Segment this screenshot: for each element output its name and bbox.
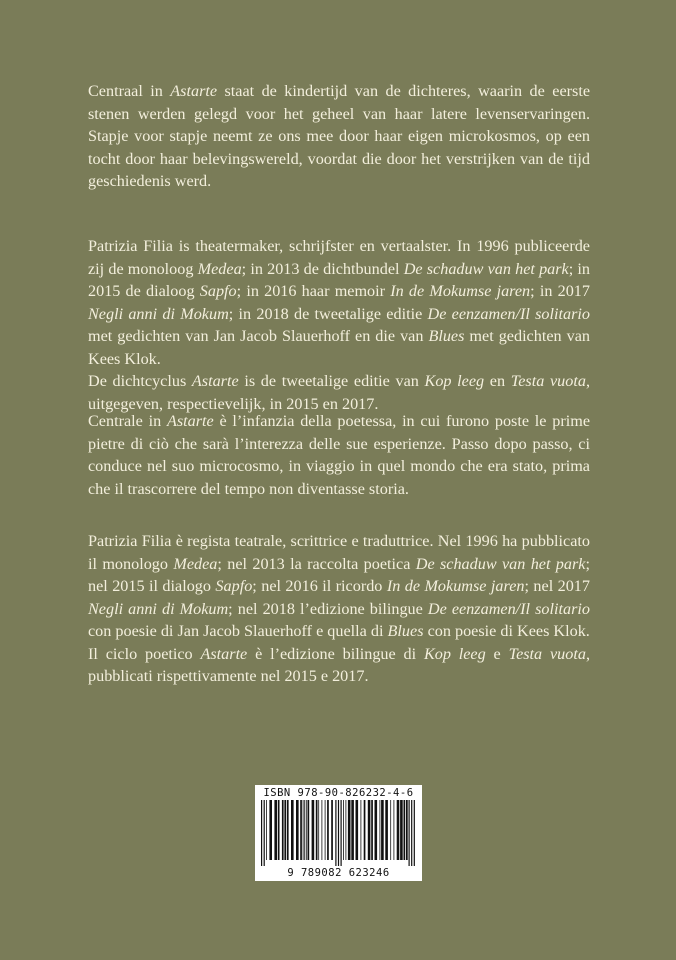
barcode-bar — [400, 800, 403, 860]
it-cycle-title: Kop leeg — [423, 644, 486, 663]
nl-bio-text: ; in 2017 — [530, 282, 590, 300]
barcode-bar — [308, 800, 310, 860]
barcode-bar — [264, 800, 265, 866]
barcode-bar — [364, 800, 366, 860]
barcode-bar — [296, 800, 299, 860]
nl-bio-text: Patrizia Filia is theatermaker, schrijfster en vertaalster. In 1996 publiceerde zij de monoloog — [88, 237, 590, 278]
barcode-bar — [341, 800, 342, 866]
barcode-bar — [316, 800, 318, 860]
barcode-bar — [325, 800, 326, 860]
it-cycle-text: e — [485, 644, 509, 663]
barcode-bar — [282, 800, 284, 860]
isbn-barcode — [255, 785, 422, 881]
it-bio-title: Blues — [387, 622, 424, 640]
barcode-bar — [381, 800, 384, 860]
barcode-bar — [284, 800, 286, 860]
barcode-bar — [291, 800, 294, 860]
nl-cycle-text: en — [484, 372, 511, 390]
barcode-bar — [409, 800, 410, 866]
barcode-bar — [343, 800, 344, 860]
nl-cycle-title: Kop leeg — [424, 372, 485, 390]
barcode-bar — [390, 800, 391, 860]
barcode-bar — [261, 800, 262, 866]
it-cycle-text: , pubblicati rispettivamente nel 2015 e 2017. — [88, 644, 590, 685]
barcode-bar — [397, 800, 400, 860]
italian-bio-paragraph — [88, 530, 590, 643]
barcode-bar — [368, 800, 371, 860]
nl-bio-title: De eenzamen/Il solitario — [427, 304, 590, 323]
nl-bio-title: In de Mokumse jaren — [390, 282, 531, 300]
it-bio-text: con poesie di Jan Jacob Slauerhoff e quella di — [88, 622, 388, 640]
dutch-cycle-paragraph — [88, 370, 590, 415]
it-intro-text-2: è l’infanzia della poetessa, in cui furono poste le prime pietre di ciò che sarà l’interezza delle sue esperienze. Passo dopo passo, ci conduce nel suo microcosmo, in viaggio in quel mondo che era stato, prima che il trascorrere del tempo non diventasse storia. — [88, 412, 590, 498]
nl-cycle-title: Astarte — [191, 372, 239, 390]
it-bio-title: Medea — [173, 554, 218, 573]
barcode-bar — [327, 800, 329, 860]
barcode-digits: 9 789082 623246 — [287, 867, 390, 879]
italian-cycle-paragraph — [88, 643, 590, 688]
it-bio-title: De schaduw van het park — [415, 554, 586, 573]
dutch-bio-section — [88, 235, 590, 415]
nl-bio-text: ; in 2015 de dialoog — [88, 259, 591, 300]
barcode-bar — [385, 800, 388, 860]
barcode-bar — [371, 800, 373, 860]
nl-intro-text-2: staat de kindertijd van de dichteres, waarin de eerste stenen werden gelegd voor het geheel van haar latere levenservaringen. Stapje voor stapje neemt ze ons mee door haar eigen microkosmos, op een tocht door haar belevingswereld, voordat die door het verstrijken van de tijd geschiedenis werd. — [88, 82, 591, 190]
nl-bio-title: Sapfo — [199, 282, 237, 300]
it-bio-title: In de Mokumse jaren — [386, 577, 525, 595]
nl-cycle-text: De dichtcyclus — [88, 372, 192, 390]
barcode-bar — [303, 800, 304, 860]
barcode-bar — [304, 800, 305, 860]
barcode-bar — [338, 800, 339, 866]
italian-intro-paragraph — [88, 410, 590, 500]
it-cycle-text: è l’edizione bilingue di — [247, 644, 424, 663]
barcode-bar — [274, 800, 277, 860]
nl-intro-text-1: Centraal in — [88, 82, 171, 100]
it-bio-text: ; nel 2013 la raccolta poetica — [217, 554, 416, 573]
it-bio-text: Patrizia Filia è regista teatrale, scrittrice e traduttrice. Nel 1996 ha pubblicato il monologo — [88, 532, 590, 573]
it-bio-title: Negli anni di Mokum — [88, 599, 229, 618]
barcode-bar — [351, 800, 354, 860]
it-cycle-title: Astarte — [200, 644, 248, 663]
it-bio-text: con poesie di Kees Klok. — [423, 622, 590, 640]
barcode-bar — [375, 800, 378, 860]
barcode-bar — [318, 800, 319, 860]
barcode-bar — [348, 800, 351, 860]
barcode-bar — [312, 800, 315, 860]
italian-bio-section — [88, 530, 590, 688]
barcode-bar — [346, 800, 347, 860]
barcode-bar — [356, 800, 359, 860]
nl-cycle-title: Testa vuota — [510, 372, 586, 390]
barcode-bars — [259, 800, 418, 866]
nl-intro-title-astarte: Astarte — [170, 82, 218, 100]
it-cycle-text: Il ciclo poetico — [88, 644, 201, 663]
nl-bio-text: met gedichten van Jan Jacob Slauerhoff en die van — [88, 327, 429, 345]
nl-bio-text: ; in 2018 de tweetalige editie — [228, 304, 428, 323]
it-bio-text: ; nel 2018 l’edizione bilingue — [228, 599, 428, 618]
barcode-bar — [361, 800, 362, 860]
it-bio-text: ; nel 2015 il dialogo — [88, 554, 590, 595]
it-intro-text-1: Centrale in — [88, 412, 167, 430]
nl-cycle-text: is de tweetalige editie van — [238, 372, 425, 390]
nl-bio-text: met gedichten van Kees Klok. — [88, 327, 590, 368]
nl-bio-title: Blues — [428, 327, 465, 345]
barcode-bar — [404, 800, 406, 860]
nl-bio-title: De schaduw van het park — [403, 259, 569, 278]
isbn-label: ISBN 978-90-826232-4-6 — [263, 787, 414, 799]
barcode-bar — [278, 800, 280, 860]
barcode-bar — [300, 800, 302, 860]
dutch-intro-paragraph — [88, 80, 590, 193]
it-cycle-title: Testa vuota — [508, 644, 586, 663]
barcode-bar — [335, 800, 336, 866]
barcode-bar — [406, 800, 408, 860]
barcode-bar — [306, 800, 307, 860]
nl-cycle-text: , uitgegeven, respectievelijk, in 2015 en 2017. — [88, 372, 590, 413]
barcode-bar — [266, 800, 267, 860]
barcode-bar — [394, 800, 395, 860]
it-bio-title: De eenzamen/Il solitario — [427, 599, 590, 618]
it-bio-text: ; nel 2017 — [524, 577, 590, 595]
barcode-bar — [411, 800, 412, 866]
nl-bio-title: Negli anni di Mokum — [88, 304, 229, 323]
barcode-bar — [269, 800, 272, 860]
barcode-bar — [414, 800, 415, 866]
barcode-bar — [380, 800, 381, 860]
nl-bio-title: Medea — [197, 259, 242, 278]
barcode-bar — [331, 800, 333, 860]
nl-bio-text: ; in 2016 haar memoir — [236, 282, 391, 300]
it-bio-text: ; nel 2016 il ricordo — [252, 577, 387, 595]
barcode-bar — [322, 800, 323, 860]
it-bio-title: Sapfo — [215, 577, 253, 595]
nl-bio-text: ; in 2013 de dichtbundel — [241, 259, 404, 278]
dutch-bio-paragraph — [88, 235, 590, 370]
it-intro-title-astarte: Astarte — [166, 412, 214, 430]
barcode-bar — [287, 800, 289, 860]
